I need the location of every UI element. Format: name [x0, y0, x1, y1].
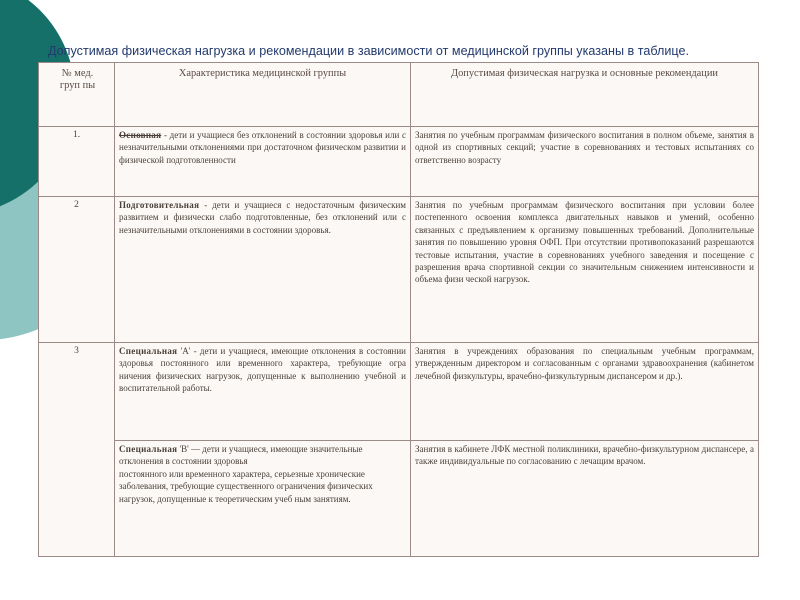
group-description-continued: постоянного или временного характера, серьезные хронические заболевания, требующие существенного ограничения физических нагрузок, допущенные к теоретическим учеб ным занятиям. [119, 468, 373, 504]
header-group-number: № мед. груп пы [39, 63, 115, 127]
group-characteristic [115, 197, 411, 343]
group-name: Основная [119, 130, 162, 140]
group-number: 2 [39, 197, 115, 343]
group-number: 3 [39, 343, 115, 557]
group-recommendation: Занятия по учебным программам физического воспитания в полном объеме, занятия в одной из спортивных секций; участие в соревнованиях и тестовых испытаниях со ответственно возрасту [411, 127, 759, 197]
group-recommendation: Занятия по учебным программам физического воспитания при условии более постепенного освоения комплекса двигательных навыков и умений, особенно связанных с предъявлением к организму повышенных требований. Дополнительные занятия по повышению уровня ОФП. При отсутствии противопоказаний разрешаются тестовые испытания, участие в соревнованиях учебного заведения и посещение с разрешения врача спортивной секции со значительным снижением интенсивности и объема физи ческой нагрузок. [411, 197, 759, 343]
table-row [39, 127, 759, 197]
header-group-characteristic: Характеристика медицинской группы [115, 63, 411, 127]
group-name: Специальная [119, 346, 178, 356]
group-name: Подготовительная [119, 200, 200, 210]
group-characteristic [115, 441, 411, 557]
group-description: 'А' - дети и учащиеся, имеющие отклонения в состоянии здоровья постоянного или временного характера, требующие огра ничения физических нагрузок, допущенные к выполнению учебной и воспитательной работы. [119, 346, 406, 394]
group-recommendation: Занятия в учреждениях образования по специальным учебным программам, утвержденным директором и согласованным с органами здравоохранения (кабинетом лечебной физкультуры, врачебно-физкультурным диспансером и др.). [411, 343, 759, 441]
group-number: 1. [39, 127, 115, 197]
table-header-row [39, 63, 759, 127]
table-row [39, 197, 759, 343]
group-characteristic [115, 343, 411, 441]
group-description: - дети и учащиеся с недостаточным физическим развитием и физически слабо подготовленные, без отклонений или с незначительными отклонениями в состоянии здоровья. [119, 200, 406, 235]
table-row [39, 441, 759, 557]
medical-groups-table [38, 62, 759, 557]
group-description: - дети и учащиеся без отклонений в состоянии здоровья или с незначительными отклонениями при достаточном физическом развитии и физической подготовленности [119, 130, 406, 165]
group-recommendation: Занятия в кабинете ЛФК местной поликлиники, врачебно-физкультурном диспансере, а также индивидуальные по согласованию с лечащим врачом. [411, 441, 759, 557]
header-recommendations: Допустимая физическая нагрузка и основные рекомендации [411, 63, 759, 127]
page-title: Допустимая физическая нагрузка и рекомендации в зависимости от медицинской группы указаны в таблице. [48, 44, 689, 58]
group-characteristic [115, 127, 411, 197]
group-name: Специальная [119, 444, 178, 454]
group-description: 'В' — дети и учащиеся, имеющие значительные отклонения в состоянии здоровья [119, 444, 363, 467]
table-row [39, 343, 759, 441]
